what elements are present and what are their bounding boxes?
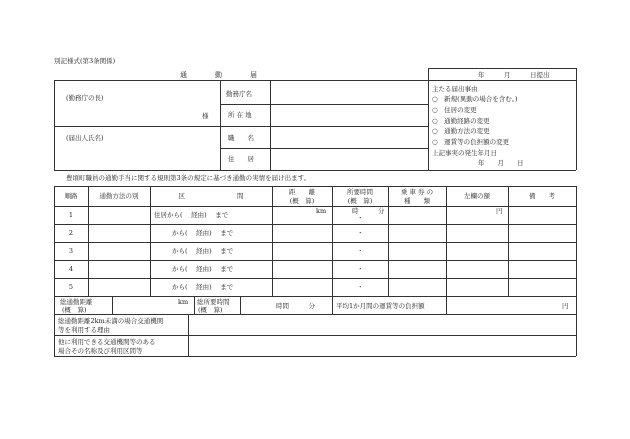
- total-time-approx: (概 算): [198, 306, 223, 314]
- row-section: から( 経由) まで: [172, 283, 234, 291]
- total-distance-unit: km: [178, 298, 189, 306]
- applicant-name-field[interactable]: [55, 143, 219, 169]
- reason-option-route[interactable]: ○ 通勤経路の変更: [432, 117, 490, 125]
- applicant-name-label: (届出人氏名): [66, 134, 104, 142]
- declaration-text: 豊頃町職員の通勤手当に関する規則第3条の規定に基づき通勤の実情を届け出ます。: [66, 174, 311, 182]
- col-header-method: 通勤方法の別: [99, 192, 139, 200]
- time-separator: ・: [357, 214, 364, 222]
- other-transport-field[interactable]: [189, 336, 575, 355]
- location-field[interactable]: [271, 105, 427, 125]
- reasons-heading: 主たる届出事由: [432, 85, 478, 93]
- monthly-burden-label: 平均1か月間の運賃等の負担額: [336, 302, 425, 310]
- row-section: から( 経由) まで: [172, 265, 234, 273]
- row-section: から( 経由) まで: [172, 229, 234, 237]
- col-header-time-approx: (概 算): [347, 197, 373, 205]
- col-header-route: 順路: [64, 192, 78, 200]
- yen-unit: 円: [496, 207, 503, 215]
- col-header-amount: 左欄の額: [464, 192, 490, 200]
- col-header-remarks: 備 考: [529, 192, 555, 200]
- reason-option-fare[interactable]: ○ 運賃等の負担額の変更: [432, 138, 510, 146]
- other-transport-label: 他に利用できる交通機関等のある: [58, 338, 156, 346]
- total-distance-label: 総通勤距離: [60, 298, 93, 306]
- reason-option-new[interactable]: ○ 新規(異動の場合を含む。): [432, 95, 518, 103]
- minute-unit: 分: [378, 207, 385, 215]
- time-separator: ・: [357, 229, 364, 237]
- hour-unit: 時: [352, 207, 359, 215]
- total-distance-approx: (概 算): [62, 306, 87, 314]
- col-header-distance-approx: (概 算): [289, 197, 315, 205]
- row-number: 2: [68, 229, 74, 237]
- col-header-distance: 距 離: [289, 188, 315, 196]
- short-distance-reason-label-2: 等を利用する理由: [58, 326, 110, 334]
- col-header-ticket: 乗 車 券 の: [400, 188, 434, 196]
- time-separator: ・: [357, 247, 364, 255]
- agency-head-label: (勤務庁の長): [66, 94, 104, 102]
- distance-unit: km: [316, 207, 327, 215]
- row-number: 3: [68, 247, 74, 255]
- other-transport-label-2: 場合その名称及び利用区間等: [58, 347, 143, 355]
- time-separator: ・: [357, 283, 364, 291]
- position-field[interactable]: [271, 127, 427, 147]
- occurrence-date-label: 上記事実の発生年月日: [432, 149, 497, 157]
- col-header-time: 所要時間: [347, 188, 373, 196]
- col-header-ticket-type: 種 類: [404, 197, 430, 205]
- residence-label: 住 居: [228, 155, 254, 163]
- agency-name-field[interactable]: [271, 81, 427, 103]
- row-number: 5: [68, 283, 74, 291]
- short-distance-reason-label: 総通勤距離2km未満の場合交通機関: [58, 317, 164, 325]
- form-title: 通 動 届: [180, 71, 257, 79]
- form-reference: 別記様式(第3条関係): [54, 57, 116, 65]
- short-distance-reason-field[interactable]: [189, 315, 575, 334]
- reason-option-residence[interactable]: ○ 住居の変更: [432, 106, 477, 114]
- agency-name-label: 勤務庁名: [226, 90, 252, 98]
- location-label: 所 在 地: [228, 111, 252, 119]
- residence-field[interactable]: [271, 149, 427, 169]
- monthly-burden-unit: 円: [562, 302, 569, 310]
- time-separator: ・: [357, 265, 364, 273]
- total-time-value: 時間 分: [276, 302, 315, 310]
- row-number: 4: [68, 265, 74, 273]
- row-number: 1: [68, 211, 74, 219]
- submission-date: 年 月 日提出: [478, 71, 550, 79]
- honorific-label: 様: [202, 112, 209, 120]
- position-label: 職 名: [228, 134, 254, 142]
- reason-option-method[interactable]: ○ 通勤方法の変更: [432, 127, 490, 135]
- row-section: から( 経由) まで: [172, 247, 234, 255]
- col-header-section: 区 間: [178, 192, 244, 200]
- row-section: 住居から( 経由) まで: [154, 211, 229, 219]
- total-time-label: 総所要時間: [197, 298, 230, 306]
- occurrence-date-value: 年 月 日: [478, 159, 524, 167]
